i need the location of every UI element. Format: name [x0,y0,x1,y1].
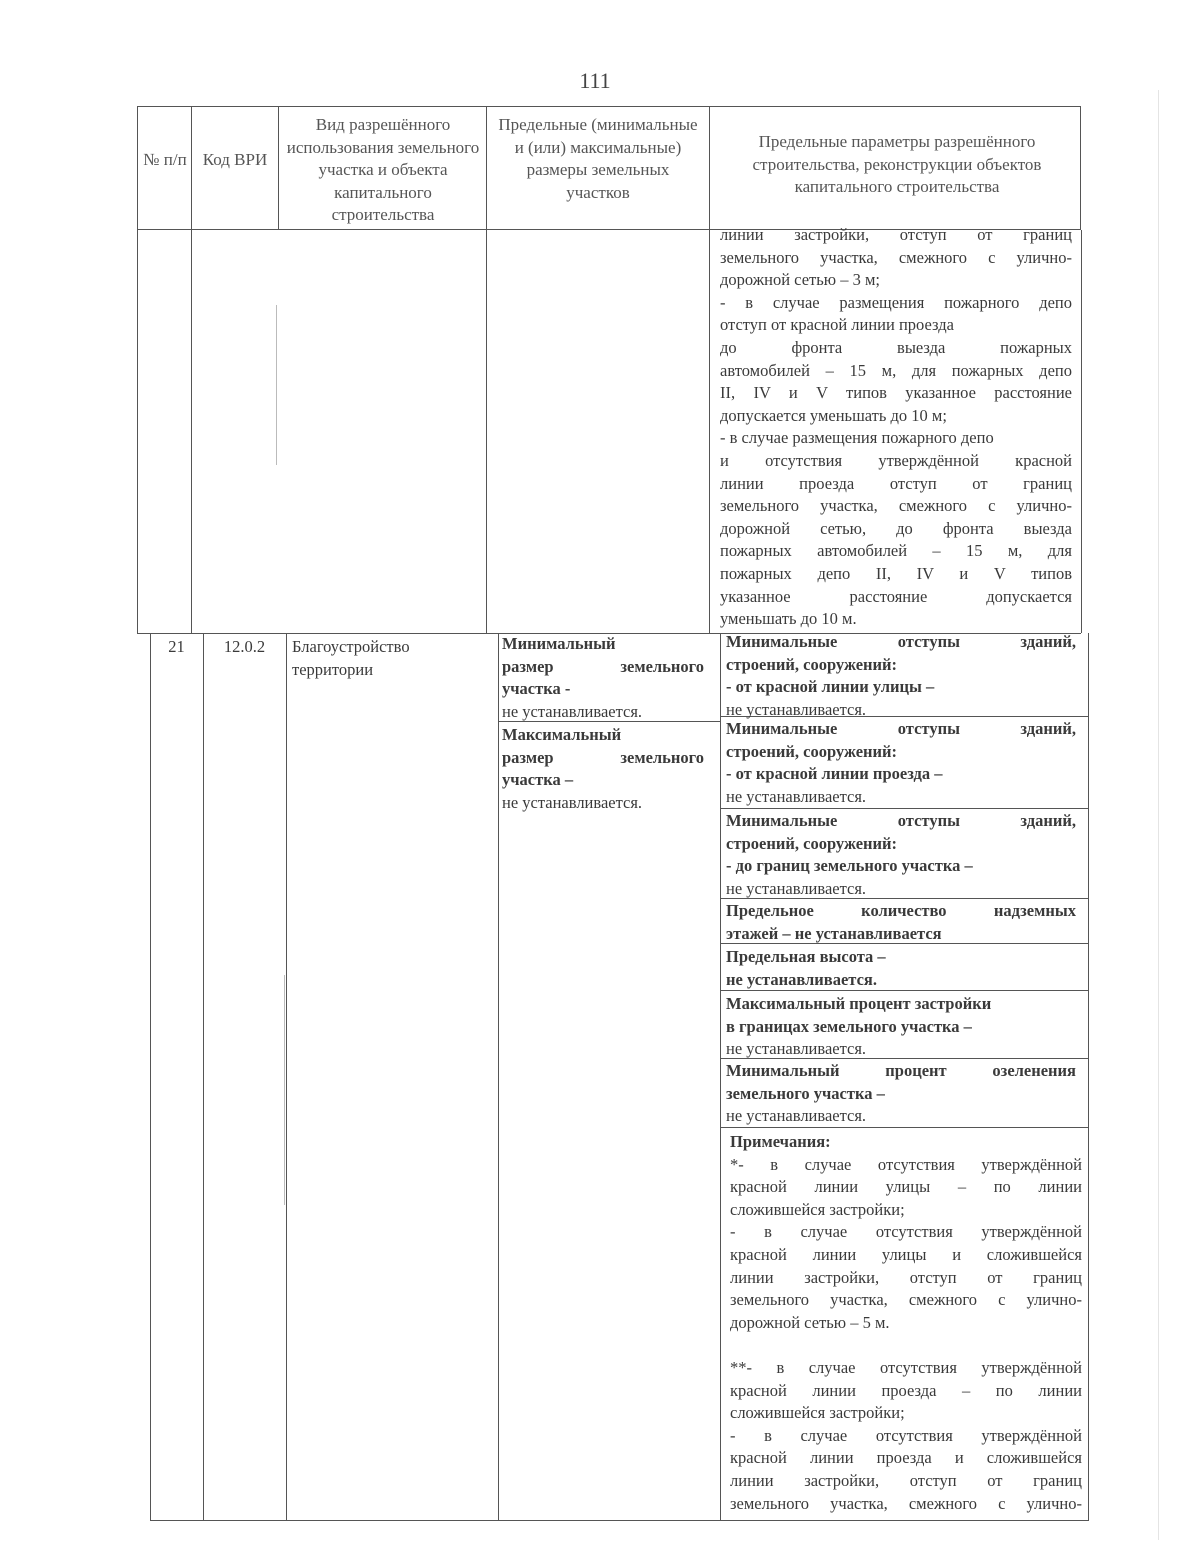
row21-type: Благоустройство территории [292,637,410,679]
param-bold-line: земельного участка – [726,1083,885,1103]
min-size-title-line: Минимальный [502,634,616,653]
continuation-line: пожарных автомобилей – 15 м, для [720,541,1072,561]
continuation-line: указанное расстояние допускается [720,586,1072,606]
param-cell [726,631,1076,721]
notes-line: красной линии проезда и сложившейся [730,1448,1082,1468]
continuation-line: земельного участка, смежного с улично- [720,496,1072,516]
notes-line: дорожной сетью – 5 м. [730,1312,890,1332]
row21-max-size [502,724,704,814]
max-size-title-line: участка – [502,770,574,790]
param-bold-line: Минимальный процент озеленения [726,1061,1076,1080]
param-bold-line: Максимальный процент застройки [726,994,992,1013]
continuation-line: и отсутствия утверждённой красной [720,450,1072,470]
notes-line: сложившейся застройки; [730,1403,905,1423]
param-cell [726,993,1076,1061]
param-bold-line: - от красной линии улицы – [726,677,935,697]
param-cell [726,946,1076,991]
param-bold-line: этажей – не устанавливается [726,923,942,943]
header-code: Код ВРИ [202,150,268,169]
notes-line: *- в случае отсутствия утверждённой [730,1154,1082,1174]
continuation-text [720,224,1072,631]
continuation-line: линии застройки, отступ от границ [720,225,1072,244]
notes-line: линии застройки, отступ от границ [730,1267,1082,1287]
continuation-line: автомобилей – 15 м, для пожарных депо [720,360,1072,380]
continuation-line: пожарных депо II, IV и V типов [720,563,1072,583]
param-value: не устанавливается. [726,1106,867,1126]
continuation-line: - в случае размещения пожарного депо [720,292,1072,312]
continuation-line: допускается уменьшать до 10 м; [720,405,947,425]
param-bold-line: в границах земельного участка – [726,1016,972,1036]
param-bold-line: - до границ земельного участка – [726,856,973,876]
max-size-title-line: Максимальный [502,725,622,744]
param-bold-line: Минимальные отступы зданий, [726,632,1076,651]
continuation-line: дорожной сетью – 3 м; [720,270,880,290]
header-num: № п/п [143,150,187,169]
notes-line: - в случае отсутствия утверждённой [730,1222,1082,1242]
notes-title: Примечания: [730,1132,831,1151]
continuation-line: дорожной сетью, до фронта выезда [720,518,1072,538]
notes-line: красной линии улицы и сложившейся [730,1244,1082,1264]
notes-line: - в случае отсутствия утверждённой [730,1425,1082,1445]
param-bold-line: Минимальные отступы зданий, [726,811,1076,830]
row21-min-size [502,633,704,723]
notes-line: **- в случае отсутствия утверждённой [730,1357,1082,1377]
param-value: не устанавливается. [726,878,867,898]
notes-line: земельного участка, смежного с улично- [730,1493,1082,1513]
param-bold-line: - от красной линии проезда – [726,764,943,784]
min-size-value: не устанавливается. [502,701,643,721]
min-size-title-line: участка - [502,679,571,699]
max-size-title-line: размер земельного [502,747,704,767]
param-bold-line: Минимальные отступы зданий, [726,719,1076,738]
param-value: не устанавливается. [726,786,867,806]
param-bold-line: строений, сооружений: [726,833,898,853]
continuation-line: - в случае размещения пожарного депо [720,428,994,448]
notes-line: сложившейся застройки; [730,1199,905,1219]
header-params: Предельные параметры разрешённого строительства, реконструкции объектов капитального строительства [752,132,1042,196]
notes-line: земельного участка, смежного с улично- [730,1290,1082,1310]
max-size-value: не устанавливается. [502,792,643,812]
row21-notes [730,1131,1082,1515]
param-bold-line: строений, сооружений: [726,654,898,674]
continuation-line: отступ от красной линии проезда [720,315,954,335]
min-size-title-line: размер земельного [502,656,704,676]
row21-num: 21 [168,637,185,656]
page-number: 111 [579,68,611,93]
param-bold-line: Предельная высота – [726,947,886,966]
continuation-line: земельного участка, смежного с улично- [720,247,1072,267]
param-cell [726,900,1076,945]
param-cell [726,718,1076,808]
param-bold-line: строений, сооружений: [726,741,898,761]
continuation-line: II, IV и V типов указанное расстояние [720,383,1072,403]
row21-code: 12.0.2 [223,637,266,656]
notes-line: линии застройки, отступ от границ [730,1470,1082,1490]
param-cell [726,810,1076,900]
param-value: не устанавливается. [726,699,867,719]
header-type: Вид разрешённого использования земельного участка и объекта капитального строительства [286,115,480,224]
notes-spacer [730,1334,1082,1357]
continuation-line: уменьшать до 10 м. [720,609,857,629]
notes-line: красной линии улицы – по линии [730,1177,1082,1197]
continuation-line: линии проезда отступ от границ [720,473,1072,493]
continuation-line: до фронта выезда пожарных [720,337,1072,357]
param-bold-line: не устанавливается. [726,969,877,989]
header-size: Предельные (минимальные и (или) максимальные) размеры земельных участков [498,115,698,202]
param-bold-line: Предельное количество надземных [726,901,1076,920]
param-value: не устанавливается. [726,1039,867,1059]
param-cell [726,1060,1076,1128]
notes-line: красной линии проезда – по линии [730,1380,1082,1400]
